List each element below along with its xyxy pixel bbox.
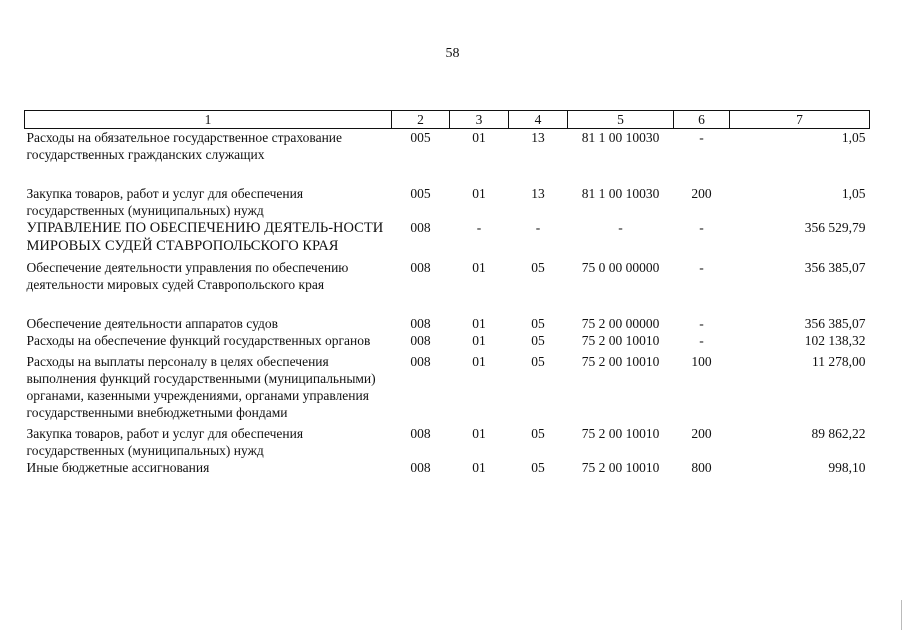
header-col-7: 7 [730, 111, 870, 129]
row-rz: 01 [472, 316, 486, 331]
page-number: 58 [445, 46, 460, 61]
row-name: Иные бюджетные ассигнования [26, 460, 210, 475]
row-sum: 102 138,32 [804, 333, 866, 348]
table-row [25, 129, 870, 186]
row-vr: - [699, 333, 704, 348]
table-row [25, 219, 870, 259]
table-row [25, 425, 870, 459]
row-rz: 01 [472, 260, 486, 275]
row-csr: 81 1 00 10030 [581, 130, 660, 145]
row-rz: 01 [472, 426, 486, 441]
header-col-3: 3 [450, 111, 509, 129]
row-ved: 008 [410, 316, 431, 331]
header-col-1: 1 [25, 111, 392, 129]
header-col-2: 2 [392, 111, 450, 129]
row-vr: - [699, 220, 704, 235]
row-pr: 05 [531, 316, 545, 331]
row-vr: - [699, 260, 704, 275]
row-name: Закупка товаров, работ и услуг для обеспечения государственных (муниципальных) нужд [26, 186, 304, 218]
row-ved: 005 [410, 186, 431, 201]
header-col-4: 4 [509, 111, 568, 129]
row-rz: 01 [472, 354, 486, 369]
row-sum: 998,10 [828, 460, 866, 475]
row-name: Закупка товаров, работ и услуг для обеспечения государственных (муниципальных) нужд [26, 426, 304, 458]
row-pr: 05 [531, 426, 545, 441]
row-sum: 11 278,00 [812, 354, 866, 369]
row-sum: 1,05 [841, 130, 866, 145]
row-csr: 81 1 00 10030 [581, 186, 660, 201]
table-row [25, 332, 870, 353]
row-ved: 008 [410, 460, 431, 475]
row-ved: 008 [410, 426, 431, 441]
header-col-6: 6 [674, 111, 730, 129]
table-row [25, 459, 870, 476]
row-vr: - [699, 130, 704, 145]
row-csr: 75 2 00 10010 [581, 426, 660, 441]
row-rz: 01 [472, 186, 486, 201]
row-name: Расходы на обязательное государственное страхование государственных гражданских служащих [26, 130, 343, 162]
table-row [25, 315, 870, 332]
row-rz: 01 [472, 460, 486, 475]
row-pr: 13 [531, 186, 545, 201]
row-pr: 13 [531, 130, 545, 145]
row-pr: 05 [531, 260, 545, 275]
row-vr: 800 [691, 460, 712, 475]
row-ved: 008 [410, 220, 431, 235]
row-csr: 75 0 00 00000 [581, 260, 660, 275]
row-pr: 05 [531, 460, 545, 475]
header-col-5: 5 [568, 111, 674, 129]
row-pr: 05 [531, 354, 545, 369]
row-csr: 75 2 00 10010 [581, 333, 660, 348]
row-csr: 75 2 00 00000 [581, 316, 660, 331]
row-pr: - [535, 220, 541, 235]
row-csr: - [618, 220, 623, 235]
row-pr: 05 [531, 333, 545, 348]
row-rz: 01 [472, 130, 486, 145]
row-name: Обеспечение деятельности аппаратов судов [26, 316, 278, 331]
row-rz: 01 [472, 333, 486, 348]
row-sum: 89 862,22 [811, 426, 866, 441]
budget-table [24, 110, 870, 476]
row-sum: 356 385,07 [804, 260, 866, 275]
table-row [25, 259, 870, 315]
row-name: Обеспечение деятельности управления по обеспечению деятельности мировых судей Ставропольского края [26, 260, 349, 292]
row-csr: 75 2 00 10010 [581, 460, 660, 475]
row-vr: 200 [691, 186, 712, 201]
scan-edge-mark [901, 600, 902, 630]
table-row [25, 185, 870, 219]
row-name: Расходы на обеспечение функций государственных органов [26, 333, 371, 348]
table-row [25, 353, 870, 425]
header-row [25, 111, 870, 129]
row-sum: 1,05 [841, 186, 866, 201]
row-vr: - [699, 316, 704, 331]
row-ved: 005 [410, 130, 431, 145]
row-vr: 200 [691, 426, 712, 441]
row-sum: 356 385,07 [804, 316, 866, 331]
row-sum: 356 529,79 [804, 220, 866, 235]
row-ved: 008 [410, 354, 431, 369]
row-vr: 100 [691, 354, 712, 369]
row-rz: - [476, 220, 482, 235]
row-ved: 008 [410, 333, 431, 348]
row-name: УПРАВЛЕНИЕ ПО ОБЕСПЕЧЕНИЮ ДЕЯТЕЛЬ-НОСТИ МИРОВЫХ СУДЕЙ СТАВРОПОЛЬСКОГО КРАЯ [26, 220, 384, 254]
row-name: Расходы на выплаты персоналу в целях обеспечения выполнения функций государственными (муниципальными) органами, казенными учреждениями, органами управления государственными внебюджетными фондами [26, 354, 376, 420]
row-csr: 75 2 00 10010 [581, 354, 660, 369]
row-ved: 008 [410, 260, 431, 275]
